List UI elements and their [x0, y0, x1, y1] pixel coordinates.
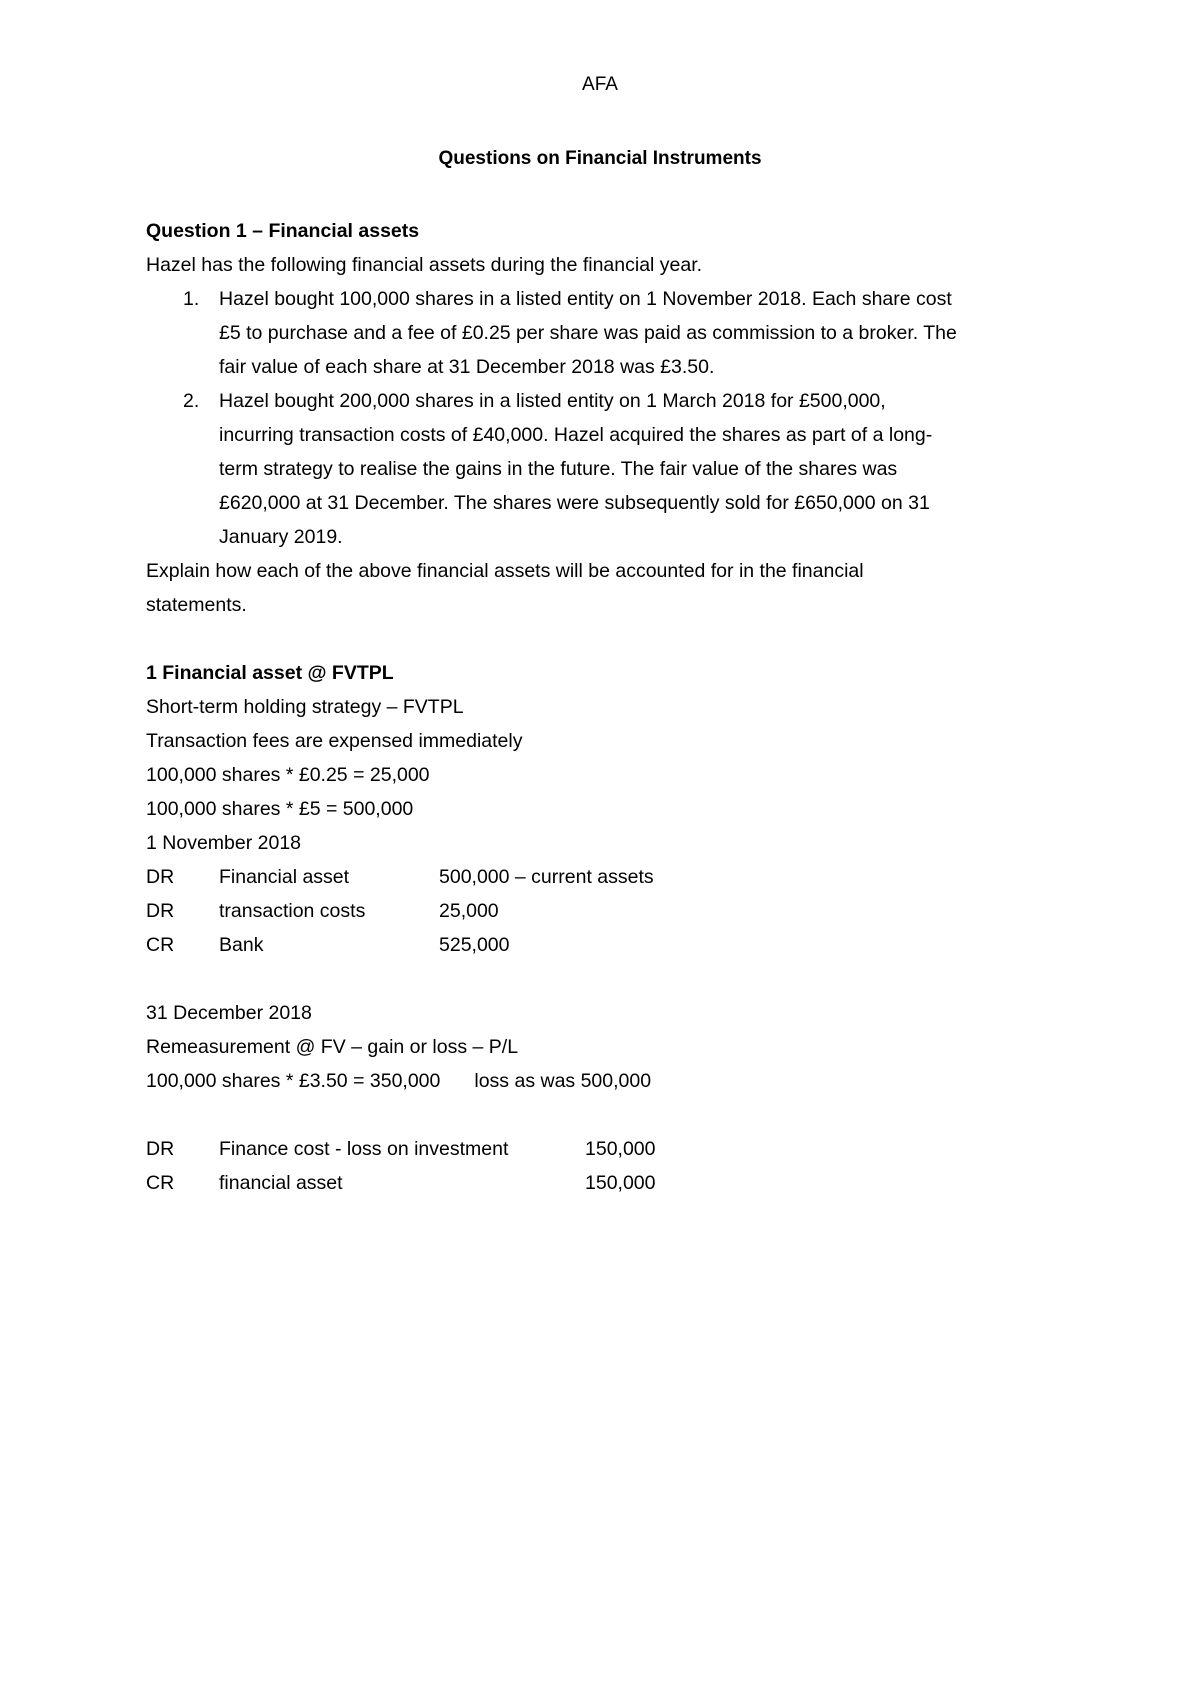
journal-type: DR	[146, 900, 175, 922]
page-title: Questions on Financial Instruments	[438, 148, 762, 169]
list-item	[146, 384, 1066, 554]
journal-row	[146, 894, 1066, 928]
journal-amount: 25,000	[439, 900, 499, 922]
answer-note: Short-term holding strategy – FVTPL	[146, 696, 464, 718]
journal-row	[146, 1132, 1066, 1166]
journal-type: DR	[146, 1138, 175, 1160]
journal-amount: 500,000 – current assets	[439, 866, 654, 888]
list-item	[146, 282, 1066, 384]
journal-row	[146, 928, 1066, 962]
spacer	[146, 622, 1066, 656]
answer-note: 1 November 2018	[146, 832, 302, 854]
remeasure-calc: 100,000 shares * £3.50 = 350,000	[146, 1070, 441, 1092]
instruction-line: Explain how each of the above financial assets will be accounted for in the financial	[146, 560, 864, 582]
list-text-line: January 2019.	[219, 526, 343, 548]
list-text-line: term strategy to realise the gains in the future. The fair value of the shares was	[219, 458, 898, 480]
answer-note: Transaction fees are expensed immediately	[146, 730, 523, 752]
journal-amount: 150,000	[585, 1172, 656, 1194]
list-text-line: £5 to purchase and a fee of £0.25 per share was paid as commission to a broker. The	[219, 322, 957, 344]
list-text-line: incurring transaction costs of £40,000. Hazel acquired the shares as part of a long-	[219, 424, 933, 446]
answer-note: 100,000 shares * £0.25 = 25,000	[146, 764, 430, 786]
page-header: AFA	[582, 74, 618, 95]
remeasure-date: 31 December 2018	[146, 1002, 312, 1024]
journal-row	[146, 860, 1066, 894]
list-text-line: Hazel bought 200,000 shares in a listed entity on 1 March 2018 for £500,000,	[219, 390, 886, 412]
journal-amount: 150,000	[585, 1138, 656, 1160]
remeasure-calc-row	[146, 1064, 1066, 1098]
journal-account: financial asset	[219, 1172, 343, 1194]
list-number: 1.	[183, 288, 200, 310]
spacer	[146, 962, 1066, 996]
journal-account: Finance cost - loss on investment	[219, 1138, 509, 1160]
journal-account: transaction costs	[219, 900, 366, 922]
question-heading: Question 1 – Financial assets	[146, 220, 420, 242]
journal-amount: 525,000	[439, 934, 510, 956]
journal-account: Financial asset	[219, 866, 350, 888]
remeasure-line: Remeasurement @ FV – gain or loss – P/L	[146, 1036, 519, 1058]
instruction-line: statements.	[146, 594, 247, 616]
answer-heading: 1 Financial asset @ FVTPL	[146, 662, 394, 684]
answer-note: 100,000 shares * £5 = 500,000	[146, 798, 414, 820]
journal-account: Bank	[219, 934, 264, 956]
journal-row	[146, 1166, 1066, 1200]
list-text-line: £620,000 at 31 December. The shares were subsequently sold for £650,000 on 31	[219, 492, 930, 514]
journal-type: CR	[146, 934, 175, 956]
question-intro: Hazel has the following financial assets during the financial year.	[146, 254, 703, 276]
list-text-line: fair value of each share at 31 December 2018 was £3.50.	[219, 356, 715, 378]
journal-type: CR	[146, 1172, 175, 1194]
list-number: 2.	[183, 390, 200, 412]
list-text-line: Hazel bought 100,000 shares in a listed entity on 1 November 2018. Each share cost	[219, 288, 952, 310]
document-body	[146, 214, 1066, 1200]
remeasure-calc-note: loss as was 500,000	[474, 1070, 652, 1092]
journal-type: DR	[146, 866, 175, 888]
spacer	[146, 1098, 1066, 1132]
